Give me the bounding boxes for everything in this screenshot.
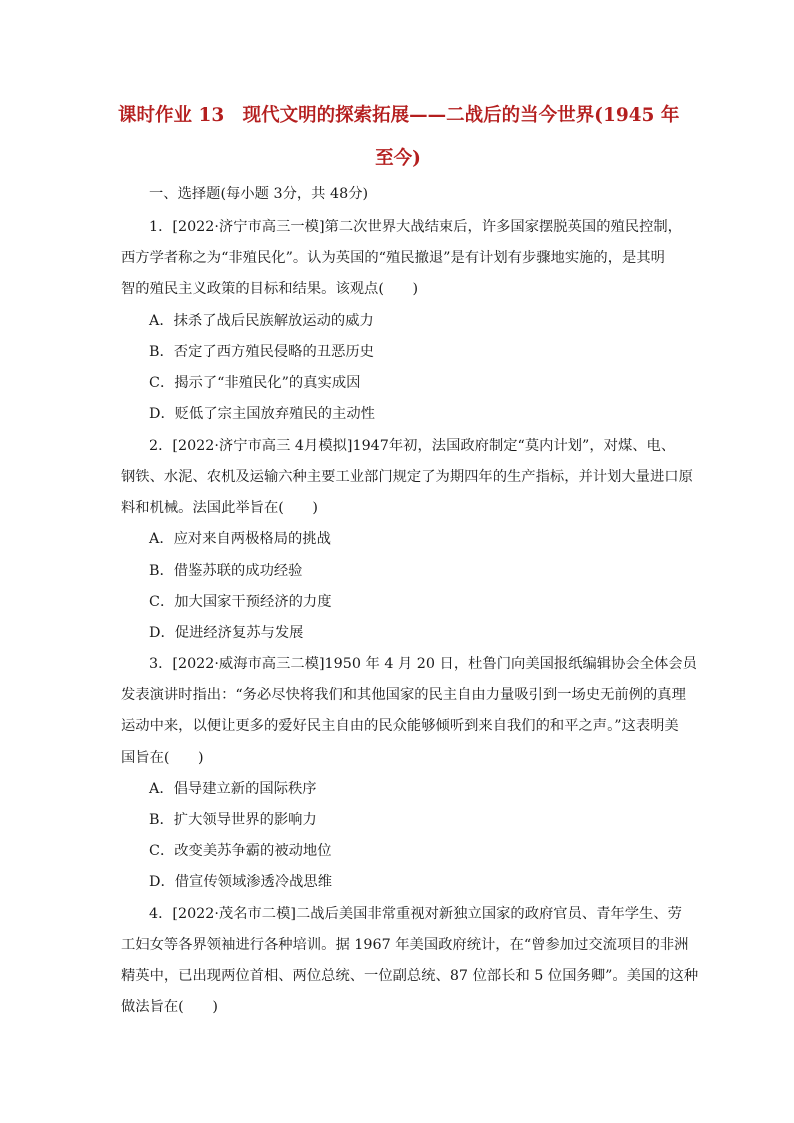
question-1-line-3: 智的殖民主义政策的目标和结果。该观点( )	[121, 281, 419, 297]
question-1-option-d: D．贬低了宗主国放弃殖民的主动性	[149, 406, 375, 422]
question-2-line-1: 2．[2022·济宁市高三 4月模拟]1947年初，法国政府制定“莫内计划”，对煤、电、	[149, 438, 676, 454]
question-3-line-1: 3．[2022·威海市高三二模]1950 年 4 月 20 日，杜鲁门向美国报纸编辑协会全体会员	[149, 656, 697, 672]
question-2-line-3: 料和机械。法国此举旨在( )	[121, 500, 319, 516]
question-2-option-a: A．应对来自两极格局的挑战	[149, 531, 331, 547]
question-3-line-3: 运动中来，以便让更多的爱好民主自由的民众能够倾听到来自我们的和平之声。”这表明美	[121, 718, 679, 734]
question-1-line-1: 1．[2022·济宁市高三一模]第二次世界大战结束后，许多国家摆脱英国的殖民控制，	[149, 219, 682, 235]
question-3-line-4: 国旨在( )	[121, 750, 204, 766]
question-4-line-2: 工妇女等各界领袖进行各种培训。据 1967 年美国政府统计，在“曾参加过交流项目的非洲	[121, 937, 689, 953]
question-1-line-2: 西方学者称之为“非殖民化”。认为英国的“殖民撤退”是有计划有步骤地实施的，是其明	[121, 250, 665, 266]
question-3-option-d: D．借宣传领域渗透冷战思维	[149, 874, 333, 890]
section-heading: 一、选择题(每小题 3分，共 48分)	[149, 186, 369, 202]
question-1-option-b: B．否定了西方殖民侵略的丑恶历史	[149, 344, 374, 360]
page-title-line-2: 至今)	[375, 148, 421, 169]
question-3-option-b: B．扩大领导世界的影响力	[149, 812, 317, 828]
question-2-option-b: B．借鉴苏联的成功经验	[149, 563, 303, 579]
page-title-line-1: 课时作业 13 现代文明的探索拓展——二战后的当今世界(1945 年	[118, 105, 680, 126]
question-3-line-2: 发表演讲时指出：“务必尽快将我们和其他国家的民主自由力量吸引到一场史无前例的真理	[121, 687, 686, 703]
question-4-line-4: 做法旨在( )	[121, 999, 218, 1015]
question-3-option-a: A．倡导建立新的国际秩序	[149, 781, 317, 797]
question-4-line-1: 4．[2022·茂名市二模]二战后美国非常重视对新独立国家的政府官员、青年学生、劳	[149, 906, 682, 922]
question-3-option-c: C．改变美苏争霸的被动地位	[149, 843, 332, 859]
question-4-line-3: 精英中，已出现两位首相、两位总统、一位副总统、87 位部长和 5 位国务卿”。美国的这种	[121, 968, 699, 984]
question-2-line-2: 钢铁、水泥、农机及运输六种主要工业部门规定了为期四年的生产指标，并计划大量进口原	[121, 469, 693, 485]
question-1-option-a: A．抹杀了战后民族解放运动的威力	[149, 313, 374, 329]
question-2-option-d: D．促进经济复苏与发展	[149, 625, 304, 641]
question-1-option-c: C．揭示了“非殖民化”的真实成因	[149, 375, 361, 391]
question-2-option-c: C．加大国家干预经济的力度	[149, 594, 332, 610]
